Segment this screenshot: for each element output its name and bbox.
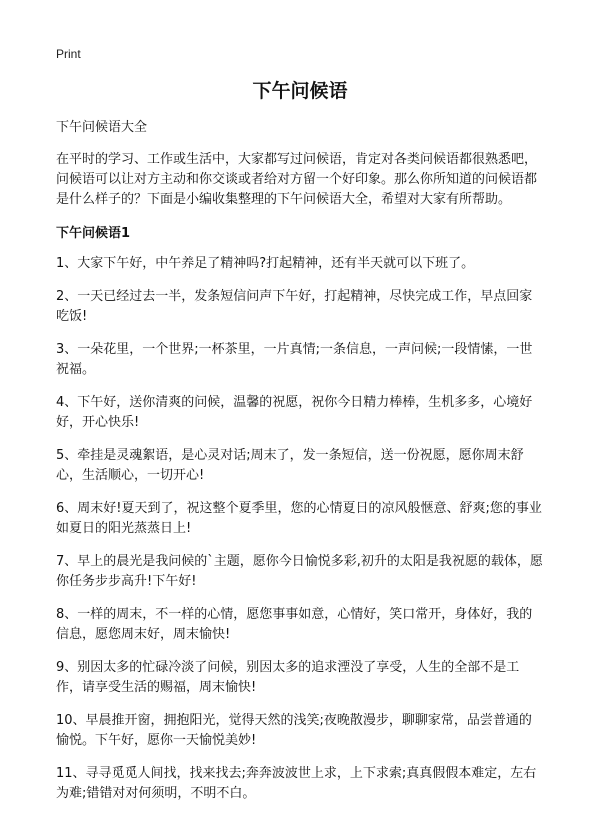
intro-paragraph: 在平时的学习、工作或生活中，大家都写过问候语，肯定对各类问候语都很熟悉吧，问候语可以让对方主动和你交谈或者给对方留一个好印象。那么你所知道的问候语都是什么样子的？下面是小编收集整理的下午问候语大全，希望对大家有所帮助。 <box>56 152 538 207</box>
article-subtitle: 下午问候语大全 <box>56 120 148 135</box>
list-item: 7、早上的晨光是我问候的`主题，愿你今日愉悦多彩,初升的太阳是我祝愿的载体，愿你任务步步高升!下午好! <box>56 554 543 589</box>
greeting-list <box>56 254 544 804</box>
section-heading: 下午问候语1 <box>56 226 131 241</box>
list-item: 2、一天已经过去一半，发条短信问声下午好，打起精神，尽快完成工作，早点回家吃饭! <box>56 289 533 324</box>
list-item: 10、早晨推开窗，拥抱阳光，觉得天然的浅笑;夜晚散漫步，聊聊家常，品尝普通的愉悦。下午好，愿你一天愉悦美妙! <box>56 713 532 748</box>
print-link[interactable]: Print <box>56 47 81 61</box>
list-item: 8、一样的周末，不一样的心情，愿您事事如意，心情好，笑口常开，身体好，我的信息，愿您周末好，周末愉快! <box>56 607 533 642</box>
list-item: 9、别因太多的忙碌冷淡了问候，别因太多的追求湮没了享受，人生的全部不是工作，请享受生活的赐福，周末愉快! <box>56 660 520 695</box>
list-item: 6、周末好!夏天到了，祝这整个夏季里，您的心情夏日的凉风般惬意、舒爽;您的事业如夏日的阳光蒸蒸日上! <box>56 501 542 536</box>
list-item: 11、寻寻觅觅人间找，找来找去;奔奔波波世上求，上下求索;真真假假本难定，左右为难;错错对对何须明，不明不白。 <box>56 766 537 801</box>
page-title: 下午问候语 <box>252 80 348 102</box>
article-body <box>56 118 544 817</box>
list-item: 5、牵挂是灵魂絮语，是心灵对话;周末了，发一条短信，送一份祝愿，愿你周末舒心，生活顺心，一切开心! <box>56 448 524 483</box>
list-item: 1、大家下午好，中午养足了精神吗?打起精神，还有半天就可以下班了。 <box>56 256 475 271</box>
list-item: 3、一朵花里，一个世界;一杯茶里，一片真情;一条信息，一声问候;一段情愫，一世祝福。 <box>56 342 533 377</box>
list-item: 4、下午好，送你清爽的问候，温馨的祝愿，祝你今日精力棒棒，生机多多，心境好好，开心快乐! <box>56 395 533 430</box>
